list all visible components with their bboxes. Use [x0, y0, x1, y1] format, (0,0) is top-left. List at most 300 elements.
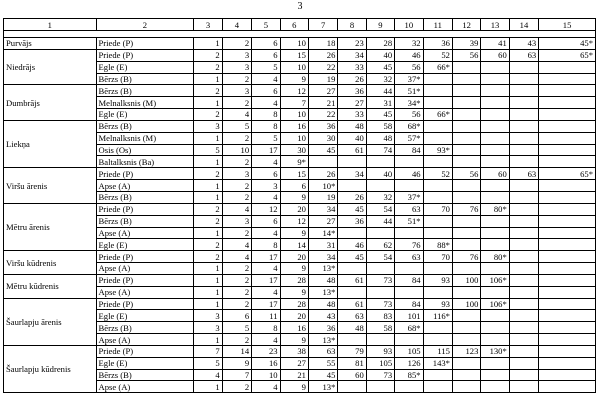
value-cell: 2 [222, 334, 251, 346]
value-cell: 123 [452, 345, 480, 357]
value-cell: 14 [222, 345, 251, 357]
value-cell: 2 [222, 263, 251, 275]
value-cell: 6 [252, 49, 280, 61]
value-cell [395, 180, 423, 192]
table-body [4, 19, 596, 393]
value-cell: 2 [194, 251, 222, 263]
value-cell: 2 [222, 274, 251, 286]
value-cell: 10 [280, 132, 308, 144]
value-cell: 48 [366, 132, 394, 144]
value-cell [481, 109, 509, 121]
value-cell: 1 [194, 97, 222, 109]
page-number: 3 [297, 1, 303, 12]
value-cell: 27 [280, 357, 308, 369]
value-cell: 26 [308, 168, 337, 180]
value-cell [423, 381, 452, 393]
value-cell [366, 381, 394, 393]
value-cell: 32 [366, 191, 394, 203]
value-cell [423, 286, 452, 298]
value-cell: 9 [280, 263, 308, 275]
value-cell [509, 144, 538, 156]
value-cell [452, 120, 480, 132]
value-cell: 56 [395, 109, 423, 121]
value-cell: 73 [366, 369, 394, 381]
forest-type-cell: Viršu kūdrenis [4, 251, 97, 275]
value-cell [539, 144, 596, 156]
value-cell: 5 [222, 322, 251, 334]
value-cell: 8 [252, 322, 280, 334]
value-cell: 63 [308, 345, 337, 357]
value-cell: 3 [222, 168, 251, 180]
value-cell: 88* [423, 239, 452, 251]
value-cell: 45 [308, 144, 337, 156]
value-cell: 45 [308, 369, 337, 381]
value-cell [452, 191, 480, 203]
value-cell: 48 [338, 120, 366, 132]
value-cell: 66* [423, 61, 452, 73]
value-cell: 73 [366, 298, 394, 310]
value-cell [481, 85, 509, 97]
header-cell: 5 [252, 19, 280, 31]
value-cell: 37* [395, 191, 423, 203]
value-cell: 36 [423, 38, 452, 50]
value-cell: 73 [366, 274, 394, 286]
table-row [4, 85, 596, 97]
value-cell: 19 [308, 73, 337, 85]
value-cell: 28 [280, 298, 308, 310]
value-cell: 34 [308, 251, 337, 263]
value-cell [539, 322, 596, 334]
header-cell: 3 [194, 19, 222, 31]
value-cell [539, 310, 596, 322]
value-cell: 9 [280, 286, 308, 298]
value-cell: 48 [338, 322, 366, 334]
value-cell: 43 [509, 38, 538, 50]
value-cell [338, 263, 366, 275]
header-cell: 6 [280, 19, 308, 31]
value-cell: 15 [280, 168, 308, 180]
value-cell [481, 286, 509, 298]
value-cell: 60 [481, 49, 509, 61]
value-cell: 1 [194, 274, 222, 286]
value-cell: 9 [280, 227, 308, 239]
value-cell: 7 [222, 369, 251, 381]
value-cell: 17 [252, 144, 280, 156]
table-row [4, 203, 596, 215]
value-cell: 1 [194, 227, 222, 239]
value-cell: 56 [452, 49, 480, 61]
value-cell [452, 334, 480, 346]
value-cell: 61 [338, 274, 366, 286]
value-cell: 74 [366, 144, 394, 156]
value-cell: 2 [194, 109, 222, 121]
value-cell [509, 180, 538, 192]
value-cell [338, 227, 366, 239]
value-cell: 70 [423, 203, 452, 215]
value-cell [423, 227, 452, 239]
header-cell: 1 [4, 19, 97, 31]
value-cell [539, 381, 596, 393]
value-cell: 30 [280, 144, 308, 156]
value-cell [539, 369, 596, 381]
value-cell [509, 381, 538, 393]
value-cell [509, 310, 538, 322]
value-cell: 28 [280, 274, 308, 286]
value-cell: 4 [252, 286, 280, 298]
species-cell: Melnalksnis (M) [96, 132, 194, 144]
value-cell [452, 357, 480, 369]
value-cell: 84 [395, 144, 423, 156]
value-cell [539, 132, 596, 144]
value-cell: 12 [280, 85, 308, 97]
value-cell [452, 144, 480, 156]
value-cell [452, 381, 480, 393]
value-cell: 80* [481, 251, 509, 263]
value-cell: 21 [308, 97, 337, 109]
value-cell: 8 [252, 109, 280, 121]
value-cell [481, 310, 509, 322]
value-cell: 7 [280, 97, 308, 109]
species-cell: Bērzs (B) [96, 73, 194, 85]
value-cell [452, 109, 480, 121]
value-cell: 36 [308, 120, 337, 132]
value-cell: 52 [423, 168, 452, 180]
value-cell: 36 [308, 322, 337, 334]
value-cell [452, 73, 480, 85]
value-cell: 19 [308, 191, 337, 203]
value-cell: 8 [252, 120, 280, 132]
value-cell: 12 [280, 215, 308, 227]
value-cell: 68* [395, 120, 423, 132]
value-cell: 93 [366, 345, 394, 357]
value-cell: 93 [423, 298, 452, 310]
value-cell: 30 [308, 132, 337, 144]
value-cell: 27 [308, 215, 337, 227]
value-cell: 3 [252, 180, 280, 192]
value-cell: 1 [194, 132, 222, 144]
value-cell: 1 [194, 286, 222, 298]
value-cell [423, 120, 452, 132]
value-cell: 6 [280, 180, 308, 192]
value-cell [539, 61, 596, 73]
value-cell: 20 [280, 251, 308, 263]
header-cell: 14 [509, 19, 538, 31]
value-cell: 52 [423, 49, 452, 61]
value-cell: 76 [452, 203, 480, 215]
value-cell: 45 [338, 203, 366, 215]
value-cell: 20 [280, 310, 308, 322]
value-cell: 10 [280, 61, 308, 73]
value-cell: 36 [338, 215, 366, 227]
species-cell: Apse (A) [96, 227, 194, 239]
value-cell: 105 [366, 357, 394, 369]
value-cell [481, 322, 509, 334]
value-cell: 56 [452, 168, 480, 180]
species-cell: Baltalksnis (Ba) [96, 156, 194, 168]
value-cell: 5 [252, 61, 280, 73]
value-cell [452, 97, 480, 109]
value-cell: 10 [222, 144, 251, 156]
value-cell: 62 [366, 239, 394, 251]
value-cell: 9 [280, 334, 308, 346]
value-cell [539, 274, 596, 286]
value-cell: 41 [481, 38, 509, 50]
value-cell: 1 [194, 156, 222, 168]
value-cell: 5 [252, 132, 280, 144]
value-cell: 2 [222, 381, 251, 393]
value-cell [481, 73, 509, 85]
value-cell: 81 [338, 357, 366, 369]
value-cell: 17 [252, 251, 280, 263]
value-cell: 1 [194, 180, 222, 192]
value-cell: 23 [252, 345, 280, 357]
value-cell [509, 97, 538, 109]
value-cell [539, 334, 596, 346]
species-cell: Priede (P) [96, 203, 194, 215]
value-cell: 2 [194, 203, 222, 215]
value-cell [423, 132, 452, 144]
value-cell: 40 [366, 49, 394, 61]
value-cell: 4 [252, 334, 280, 346]
value-cell: 2 [194, 215, 222, 227]
value-cell: 45 [366, 109, 394, 121]
value-cell: 83 [366, 310, 394, 322]
table-row [4, 345, 596, 357]
value-cell [539, 298, 596, 310]
value-cell: 10 [280, 109, 308, 121]
value-cell [481, 144, 509, 156]
species-cell: Egle (E) [96, 61, 194, 73]
value-cell: 10 [280, 38, 308, 50]
value-cell: 61 [338, 298, 366, 310]
value-cell: 2 [194, 85, 222, 97]
value-cell: 17 [252, 298, 280, 310]
value-cell [366, 180, 394, 192]
value-cell: 3 [194, 310, 222, 322]
value-cell: 43 [308, 310, 337, 322]
species-cell: Bērzs (B) [96, 85, 194, 97]
table-row [4, 251, 596, 263]
value-cell: 58 [366, 120, 394, 132]
value-cell: 4 [222, 239, 251, 251]
value-cell: 44 [366, 85, 394, 97]
header-cell: 11 [423, 19, 452, 31]
value-cell: 3 [222, 215, 251, 227]
value-cell: 61 [338, 144, 366, 156]
value-cell [481, 334, 509, 346]
value-cell [509, 263, 538, 275]
value-cell [509, 191, 538, 203]
value-cell [539, 286, 596, 298]
value-cell [423, 322, 452, 334]
value-cell: 68* [395, 322, 423, 334]
value-cell [366, 227, 394, 239]
value-cell: 40 [338, 132, 366, 144]
species-cell: Bērzs (B) [96, 369, 194, 381]
value-cell: 1 [194, 73, 222, 85]
value-cell [338, 180, 366, 192]
value-cell: 51* [395, 215, 423, 227]
value-cell [509, 251, 538, 263]
value-cell: 13* [308, 286, 337, 298]
value-cell [338, 156, 366, 168]
value-cell: 27 [308, 85, 337, 97]
species-cell: Priede (P) [96, 49, 194, 61]
value-cell [395, 381, 423, 393]
value-cell: 4 [252, 227, 280, 239]
value-cell: 3 [194, 120, 222, 132]
value-cell [539, 73, 596, 85]
value-cell [452, 180, 480, 192]
value-cell: 2 [194, 239, 222, 251]
value-cell: 4 [252, 381, 280, 393]
value-cell: 57* [395, 132, 423, 144]
value-cell [539, 345, 596, 357]
value-cell [509, 109, 538, 121]
value-cell: 26 [338, 191, 366, 203]
forest-type-cell: Šaurlapju kūdrenis [4, 345, 97, 392]
forest-type-cell: Purvājs [4, 38, 97, 50]
value-cell: 10* [308, 180, 337, 192]
value-cell: 14 [280, 239, 308, 251]
value-cell: 106* [481, 274, 509, 286]
value-cell [452, 239, 480, 251]
value-cell [509, 227, 538, 239]
value-cell [423, 263, 452, 275]
value-cell: 63 [509, 168, 538, 180]
value-cell: 66* [423, 109, 452, 121]
value-cell [481, 357, 509, 369]
value-cell [481, 369, 509, 381]
value-cell: 45 [338, 251, 366, 263]
value-cell: 1 [194, 191, 222, 203]
value-cell [539, 109, 596, 121]
header-cell: 12 [452, 19, 480, 31]
species-cell: Egle (E) [96, 310, 194, 322]
value-cell: 6 [252, 38, 280, 50]
value-cell: 3 [222, 49, 251, 61]
value-cell: 80* [481, 203, 509, 215]
value-cell: 2 [222, 286, 251, 298]
value-cell [481, 381, 509, 393]
value-cell: 32 [395, 38, 423, 50]
species-cell: Bērzs (B) [96, 191, 194, 203]
value-cell: 51* [395, 85, 423, 97]
species-cell: Egle (E) [96, 357, 194, 369]
value-cell [452, 156, 480, 168]
value-cell: 3 [222, 85, 251, 97]
value-cell [539, 180, 596, 192]
value-cell: 63 [509, 49, 538, 61]
value-cell [481, 97, 509, 109]
value-cell [395, 286, 423, 298]
value-cell: 46 [395, 168, 423, 180]
value-cell [395, 227, 423, 239]
value-cell [509, 156, 538, 168]
value-cell: 76 [395, 239, 423, 251]
value-cell: 1 [194, 381, 222, 393]
species-cell: Bērzs (B) [96, 120, 194, 132]
value-cell: 63 [338, 310, 366, 322]
value-cell [509, 369, 538, 381]
value-cell: 20 [280, 203, 308, 215]
header-cell: 13 [481, 19, 509, 31]
value-cell: 4 [252, 73, 280, 85]
value-cell [509, 322, 538, 334]
value-cell: 17 [252, 274, 280, 286]
value-cell [338, 334, 366, 346]
value-cell: 4 [252, 191, 280, 203]
value-cell [509, 203, 538, 215]
species-cell: Bērzs (B) [96, 215, 194, 227]
value-cell [539, 203, 596, 215]
value-cell [481, 239, 509, 251]
value-cell: 4 [222, 251, 251, 263]
value-cell: 79 [338, 345, 366, 357]
value-cell: 13* [308, 263, 337, 275]
value-cell: 101 [395, 310, 423, 322]
value-cell: 46 [338, 239, 366, 251]
species-cell: Apse (A) [96, 286, 194, 298]
value-cell [539, 251, 596, 263]
species-cell: Apse (A) [96, 334, 194, 346]
value-cell [338, 286, 366, 298]
value-cell: 13* [308, 381, 337, 393]
value-cell: 2 [222, 38, 251, 50]
value-cell [452, 263, 480, 275]
table-row [4, 168, 596, 180]
value-cell: 34* [395, 97, 423, 109]
value-cell [395, 263, 423, 275]
value-cell: 9* [280, 156, 308, 168]
value-cell [481, 263, 509, 275]
value-cell [452, 310, 480, 322]
value-cell [481, 191, 509, 203]
value-cell: 21 [280, 369, 308, 381]
value-cell [539, 156, 596, 168]
table-row [4, 38, 596, 50]
value-cell: 5 [194, 357, 222, 369]
value-cell: 115 [423, 345, 452, 357]
value-cell: 48 [308, 274, 337, 286]
species-cell: Apse (A) [96, 180, 194, 192]
forest-type-cell: Šaurlapju ārenis [4, 298, 97, 345]
value-cell: 4 [222, 203, 251, 215]
value-cell: 76 [452, 251, 480, 263]
value-cell: 12 [252, 203, 280, 215]
value-cell [452, 61, 480, 73]
value-cell: 1 [194, 263, 222, 275]
value-cell: 33 [338, 109, 366, 121]
value-cell: 40 [366, 168, 394, 180]
value-cell [366, 286, 394, 298]
value-cell [452, 215, 480, 227]
table-row [4, 120, 596, 132]
value-cell: 37* [395, 73, 423, 85]
value-cell: 63 [395, 251, 423, 263]
value-cell: 28 [366, 38, 394, 50]
value-cell: 14* [308, 227, 337, 239]
value-cell: 23 [338, 38, 366, 50]
value-cell: 2 [194, 49, 222, 61]
value-cell: 54 [366, 251, 394, 263]
value-cell: 8 [252, 239, 280, 251]
value-cell [539, 227, 596, 239]
value-cell [509, 120, 538, 132]
value-cell: 5 [194, 144, 222, 156]
value-cell: 6 [222, 310, 251, 322]
value-cell: 7 [194, 345, 222, 357]
